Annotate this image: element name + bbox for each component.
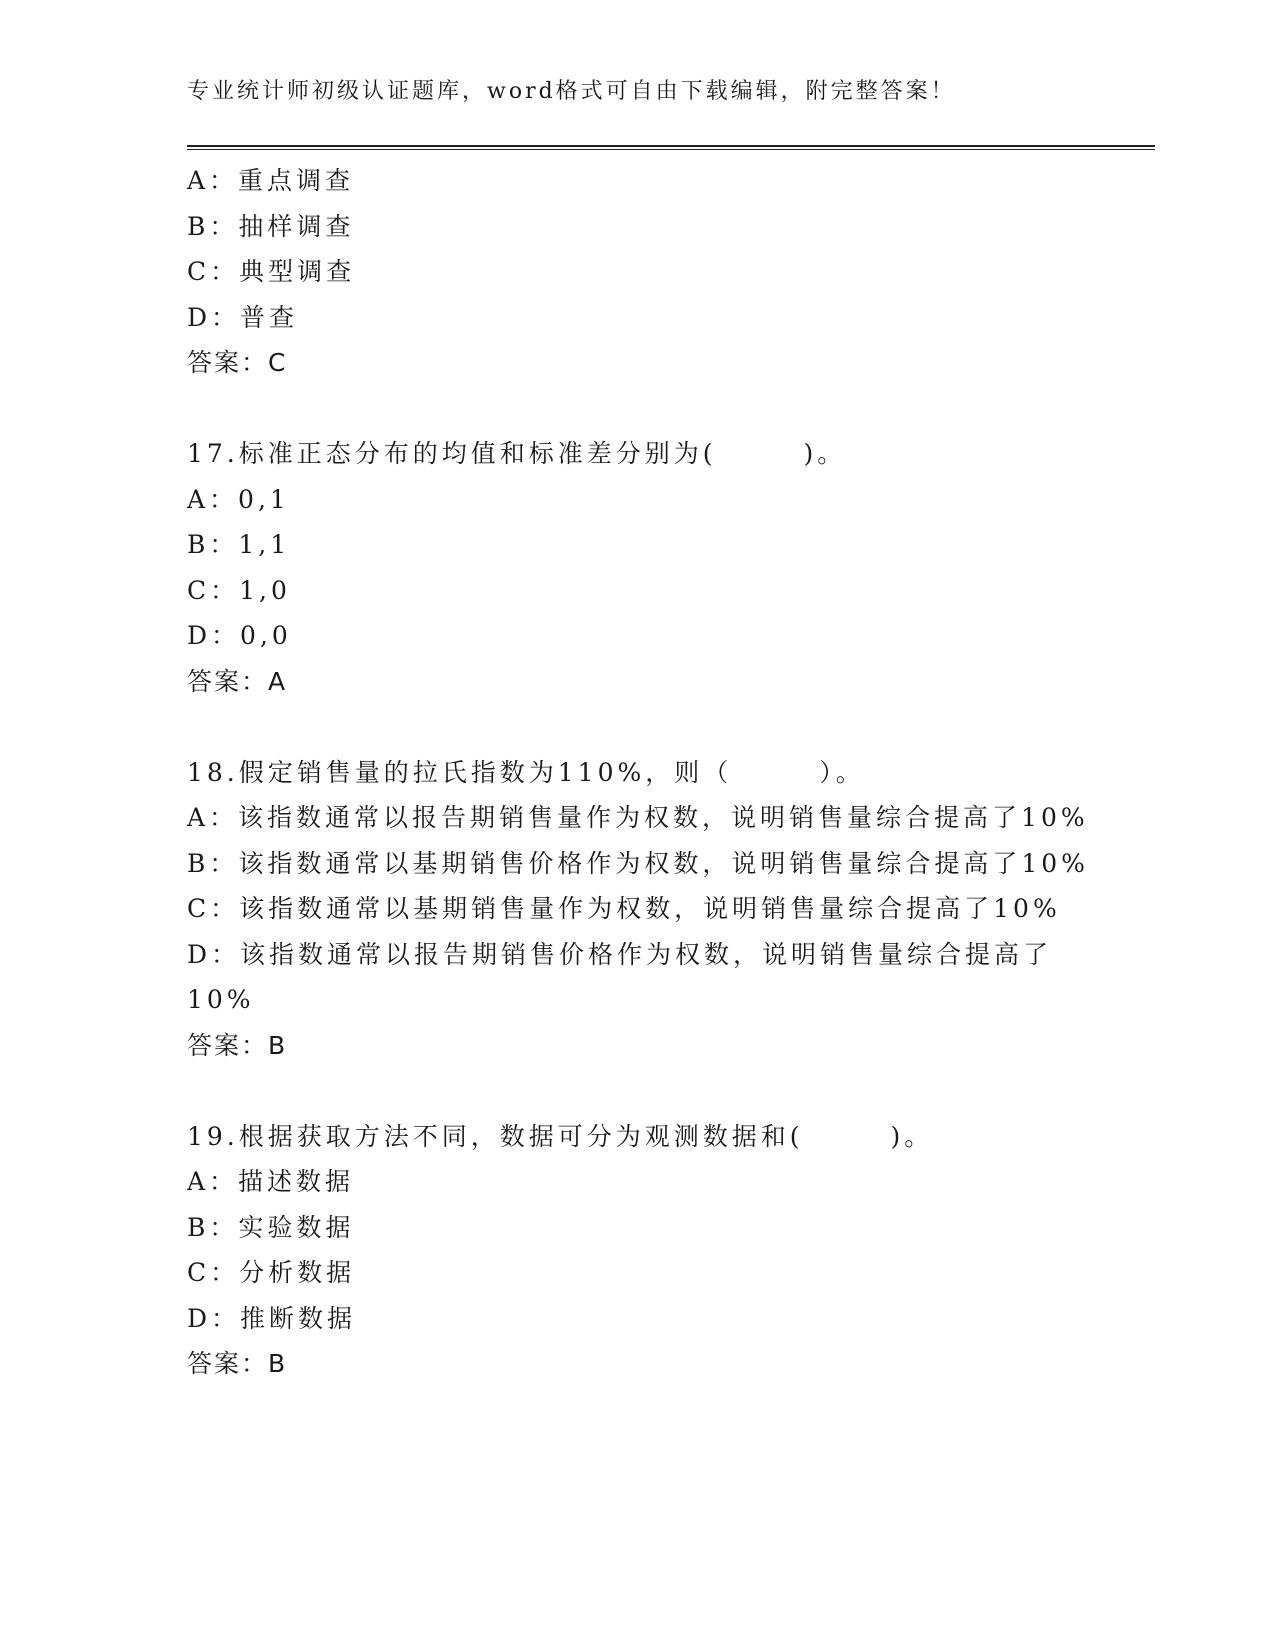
- question-stem: 19.根据获取方法不同，数据可分为观测数据和( )。: [187, 1121, 934, 1151]
- page-header: 专业统计师初级认证题库，word格式可自由下载编辑，附完整答案！: [187, 79, 956, 104]
- answer-line: 答案：B: [187, 1349, 288, 1378]
- header-rule: [187, 145, 1155, 150]
- question-18: [187, 750, 1087, 1069]
- question-17: [187, 431, 1087, 704]
- option-d: D：推断数据: [187, 1303, 357, 1333]
- question-stem: 18.假定销售量的拉氏指数为110%，则（ ）。: [187, 757, 865, 787]
- option-a: A：0,1: [187, 484, 290, 514]
- option-d-continued: 10%: [187, 985, 255, 1014]
- spacer: [187, 704, 1087, 750]
- option-b: B：实验数据: [187, 1212, 355, 1242]
- option-b: B：该指数通常以基期销售价格作为权数，说明销售量综合提高了10%: [187, 848, 1089, 878]
- answer-line: 答案：C: [187, 348, 288, 377]
- option-a: A：该指数通常以报告期销售量作为权数，说明销售量综合提高了10%: [187, 803, 1089, 832]
- question-list: [187, 158, 1087, 1387]
- option-c: C：该指数通常以基期销售量作为权数，说明销售量综合提高了10%: [187, 894, 1061, 923]
- option-d: D：该指数通常以报告期销售价格作为权数，说明销售量综合提高了: [187, 939, 1053, 969]
- option-d: D：普查: [187, 302, 299, 332]
- answer-line: 答案：A: [187, 666, 288, 696]
- option-a: A：重点调查: [187, 166, 355, 195]
- option-c: C：典型调查: [187, 257, 356, 286]
- question-stem: 17.标准正态分布的均值和标准差分别为( )。: [187, 439, 847, 468]
- prev-question-block: [187, 158, 1087, 386]
- answer-line: 答案：B: [187, 1030, 288, 1060]
- spacer: [187, 1068, 1087, 1114]
- option-d: D：0,0: [187, 621, 292, 650]
- option-c: C：1,0: [187, 575, 291, 605]
- spacer: [187, 386, 1087, 432]
- question-19: [187, 1114, 1087, 1387]
- option-b: B：抽样调查: [187, 211, 355, 241]
- option-a: A：描述数据: [187, 1167, 355, 1196]
- option-c: C：分析数据: [187, 1258, 356, 1287]
- option-b: B：1,1: [187, 530, 291, 559]
